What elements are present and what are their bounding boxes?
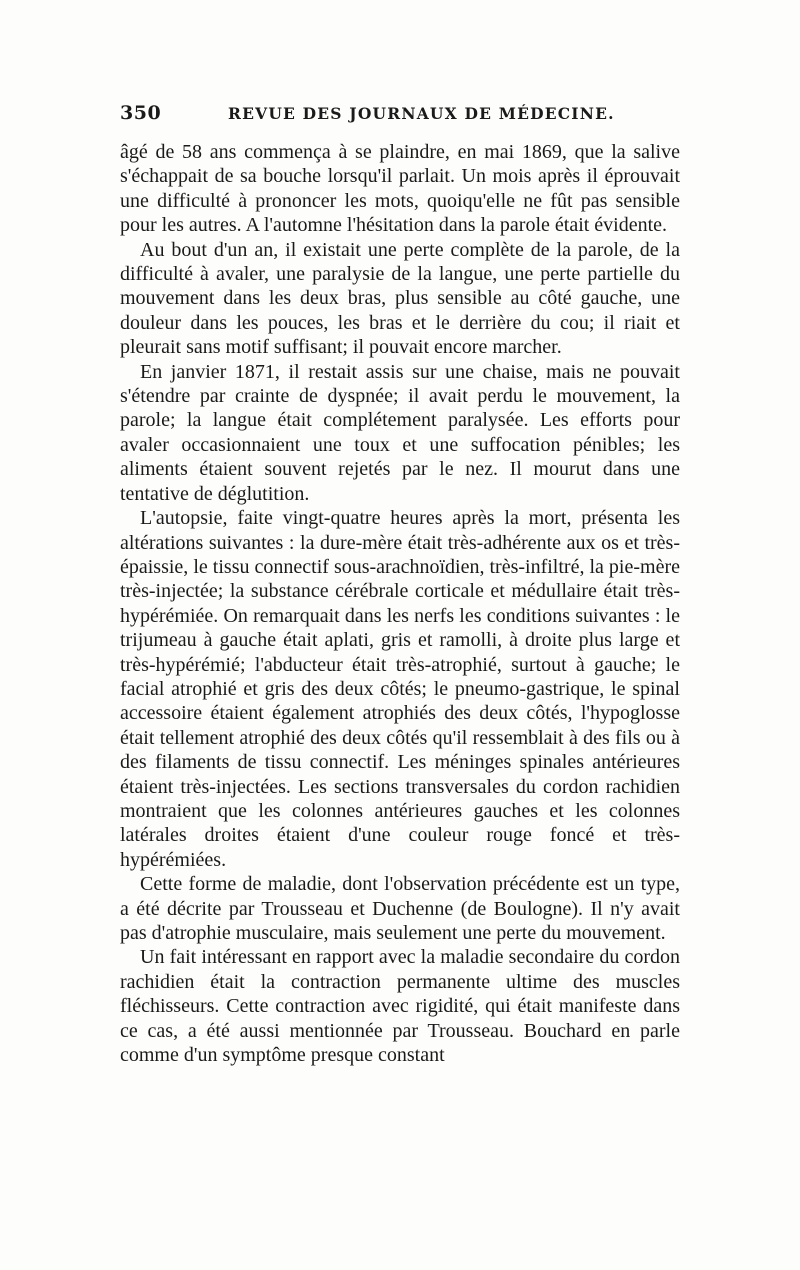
page-number: 350 <box>120 102 162 124</box>
paragraph-2: Au bout d'un an, il existait une perte complète de la parole, de la difficulté à avaler, une paralysie de la langue, une perte partielle du mouvement dans les deux bras, plus sensible au côté gauche, une douleur dans les pouces, les bras et le derrière du cou; il riait et pleurait sans motif suffisant; il pouvait encore marcher. <box>120 238 680 359</box>
paragraph-4: L'autopsie, faite vingt-quatre heures après la mort, présenta les altérations suivantes : la dure-mère était très-adhérente aux os et très-épaissie, le tissu connectif sous-arachnoïdien, très-infiltré, la pie-mère très-injectée; la substance cérébrale corticale et médullaire était très-hypérémiée. On remarquait dans les nerfs les conditions suivantes : le trijumeau à gauche était aplati, gris et ramolli, à droite plus large et très-hypérémié; l'abducteur était très-atrophié, surtout à gauche; le facial atrophié et gris des deux côtés; le pneumo-gastrique, le spinal accessoire étaient également atrophiés des deux côtés, l'hypoglosse était tellement atrophié des deux côtés qu'il ressemblait à des fils ou à des filaments de tissu connectif. Les méninges spinales antérieures étaient très-injectées. Les sections transversales du cordon rachidien montraient que les colonnes antérieures gauches et les colonnes latérales droites étaient d'une couleur rouge foncé et très-hypérémiées. <box>120 507 680 871</box>
paragraph-6: Un fait intéressant en rapport avec la maladie secondaire du cordon rachidien était la contraction permanente ultime des muscles fléchisseurs. Cette contraction avec rigidité, qui était manifeste dans ce cas, a été aussi mentionnée par Trousseau. Bouchard en parle comme d'un symptôme presque constant <box>120 946 680 1067</box>
paragraph-1: âgé de 58 ans commença à se plaindre, en mai 1869, que la salive s'échappait de sa bouche lorsqu'il parlait. Un mois après il éprouvait une difficulté à prononcer les mots, quoiqu'elle ne fût pas sensible pour les autres. A l'automne l'hésitation dans la parole était évidente. <box>120 141 680 237</box>
article-body <box>120 140 680 1067</box>
paragraph-5: Cette forme de maladie, dont l'observation précédente est un type, a été décrite par Trousseau et Duchenne (de Boulogne). Il n'y avait pas d'atrophie musculaire, mais seulement une perte du mouvement. <box>120 873 680 944</box>
running-head <box>120 102 680 132</box>
paragraph-3: En janvier 1871, il restait assis sur une chaise, mais ne pouvait s'étendre par crainte de dyspnée; il avait perdu le mouvement, la parole; la langue était complétement paralysée. Les efforts pour avaler occasionnaient une toux et une suffocation pénibles; les aliments étaient souvent rejetés par le nez. Il mourut dans une tentative de déglutition. <box>120 360 680 505</box>
journal-title: REVUE DES JOURNAUX DE MÉDECINE. <box>228 104 615 123</box>
